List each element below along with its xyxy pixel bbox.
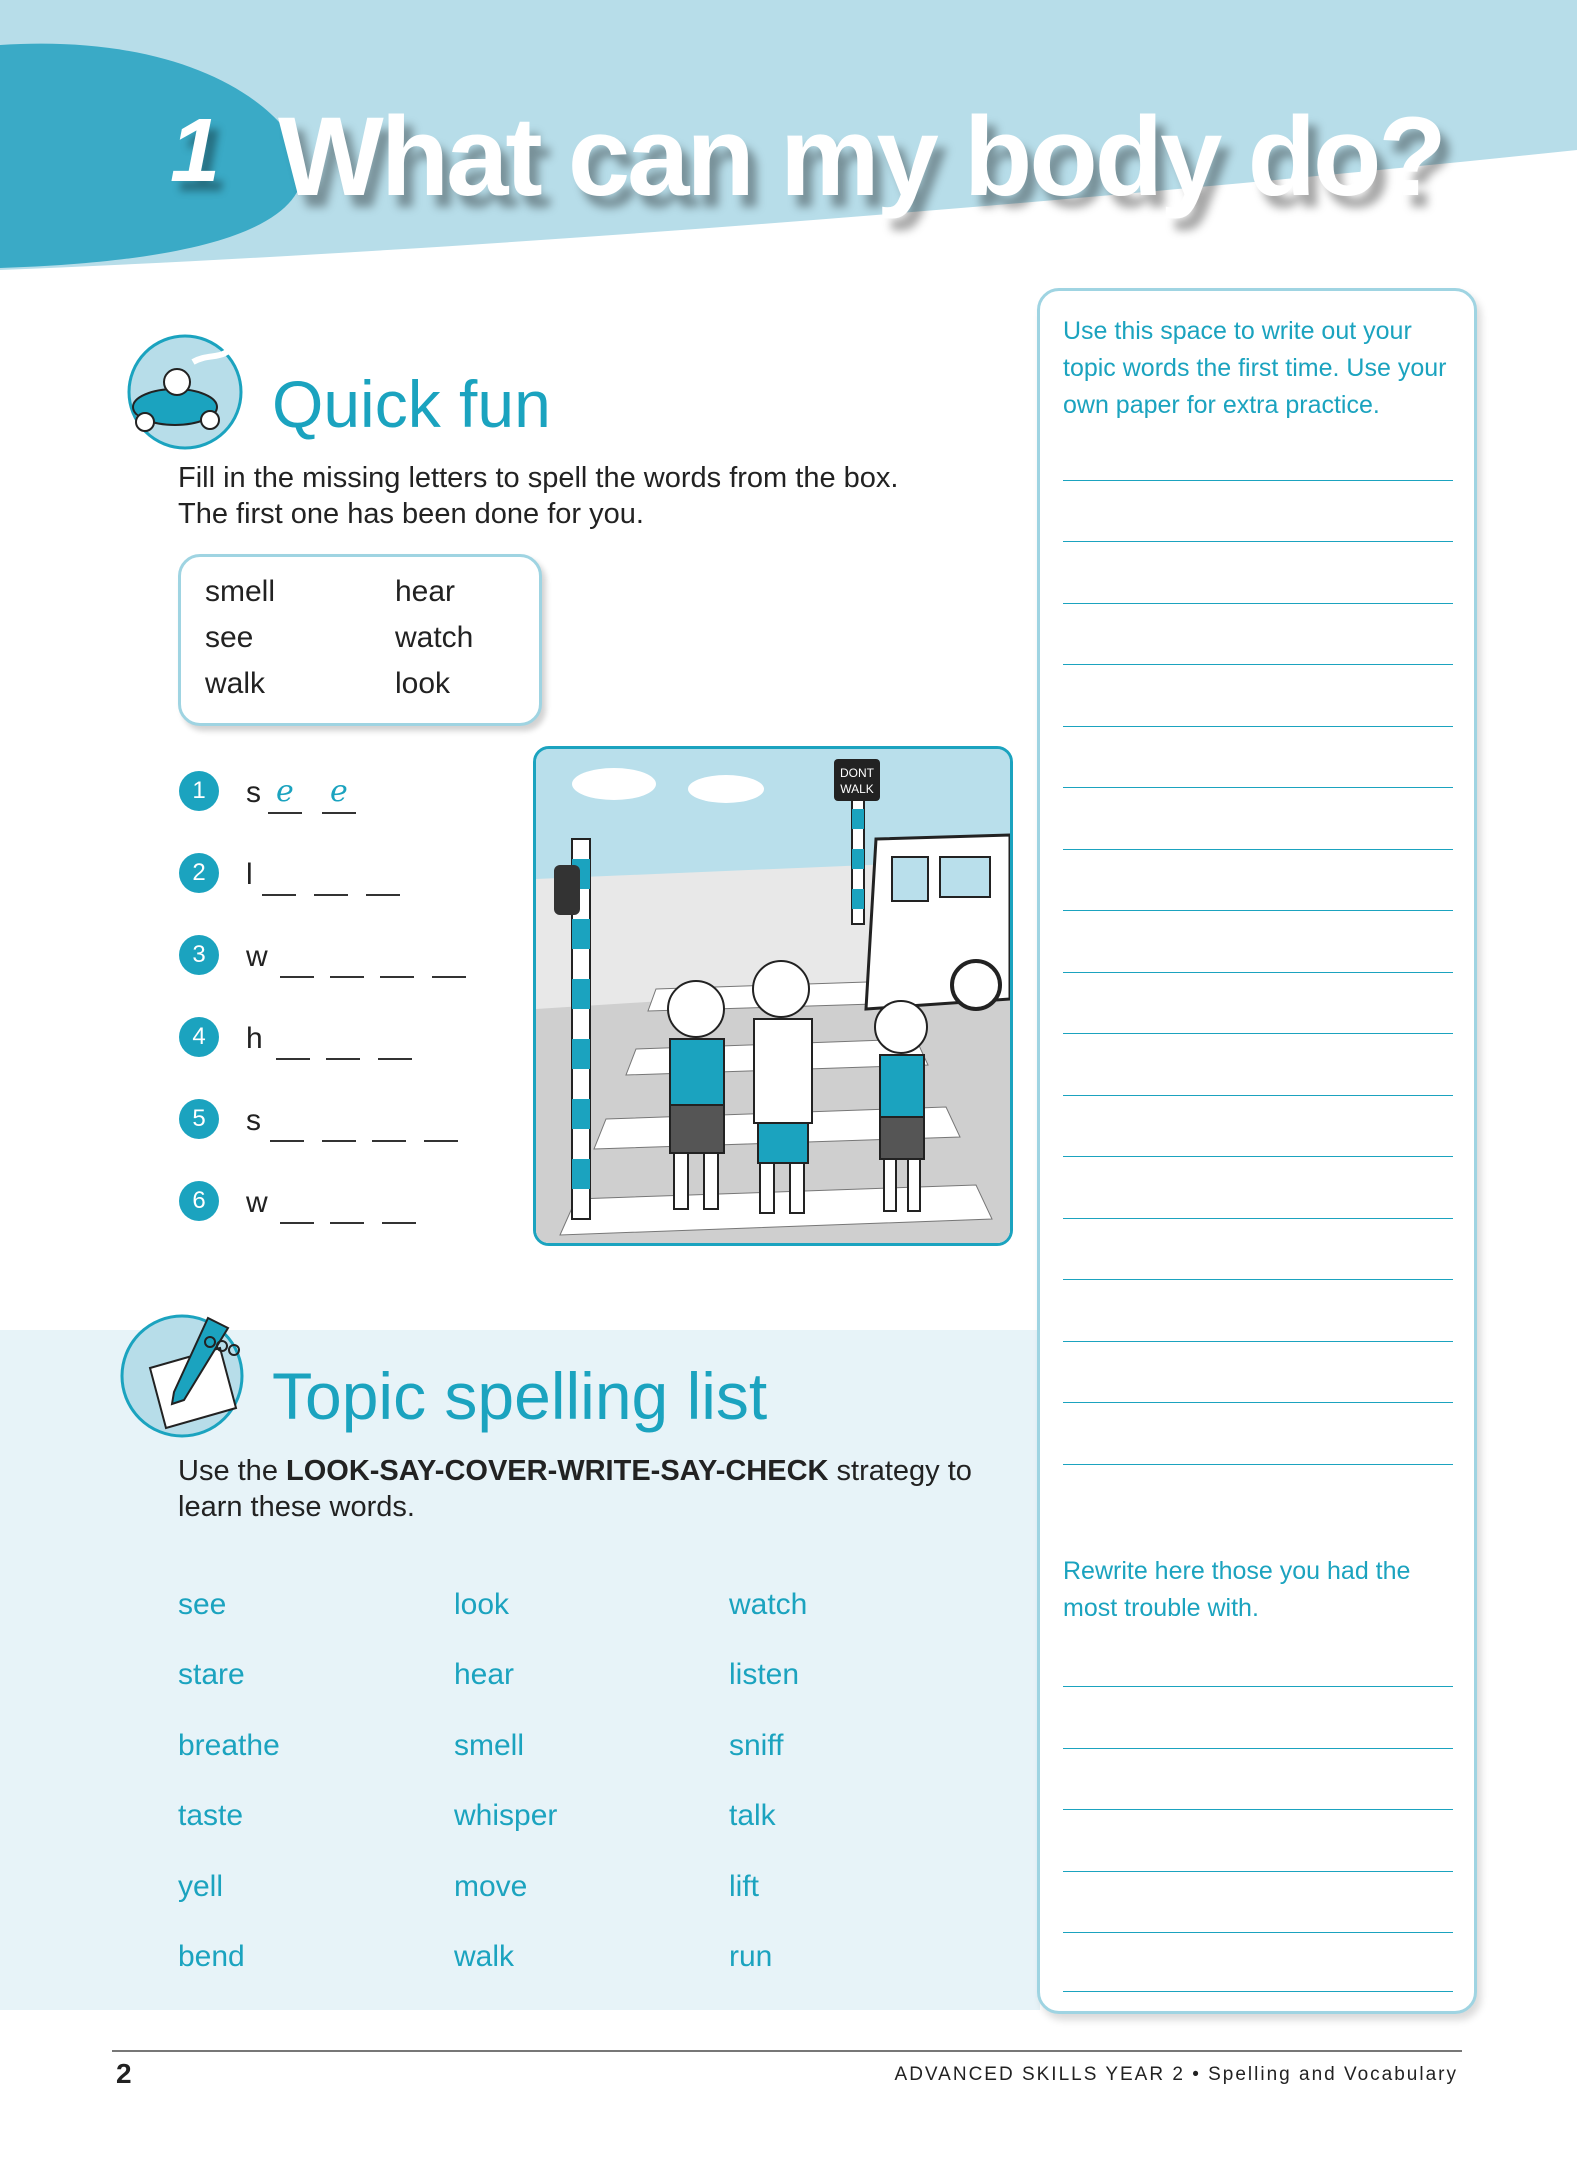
writing-line[interactable] bbox=[1063, 1402, 1453, 1403]
spelling-word: taste bbox=[178, 1799, 244, 1832]
writing-line[interactable] bbox=[1063, 1871, 1453, 1872]
topic-spelling-instruction-line2: learn these words. bbox=[178, 1491, 415, 1523]
writing-line[interactable] bbox=[1063, 1464, 1453, 1465]
writing-line[interactable] bbox=[1063, 910, 1453, 911]
writing-line[interactable] bbox=[1063, 1218, 1453, 1219]
spelling-word: yell bbox=[178, 1870, 224, 1903]
instruction-text: Use the bbox=[178, 1455, 286, 1487]
writing-line[interactable] bbox=[1063, 1809, 1453, 1810]
spelling-word: watch bbox=[729, 1588, 808, 1621]
word-box-item: walk bbox=[205, 667, 266, 700]
spelling-word: hear bbox=[454, 1658, 515, 1691]
exercise-number: 3 bbox=[179, 935, 219, 975]
quick-fun-instruction-line1: Fill in the missing letters to spell the words from the box. bbox=[178, 462, 899, 494]
writing-line[interactable] bbox=[1063, 849, 1453, 850]
word-box bbox=[178, 554, 542, 726]
answer-blank[interactable] bbox=[280, 1192, 314, 1224]
word-box-item: smell bbox=[205, 575, 276, 608]
rewrite-intro-line2: most trouble with. bbox=[1063, 1594, 1259, 1622]
footer-book-title: ADVANCED SKILLS YEAR 2 • Spelling and Vocabulary bbox=[894, 2064, 1458, 2085]
writing-line[interactable] bbox=[1063, 1033, 1453, 1034]
answer-letter: e bbox=[330, 774, 348, 809]
spelling-word: lift bbox=[729, 1870, 759, 1903]
exercise-number: 5 bbox=[179, 1099, 219, 1139]
writing-line[interactable] bbox=[1063, 603, 1453, 604]
answer-letter: e bbox=[276, 774, 294, 809]
spelling-word: walk bbox=[454, 1940, 515, 1973]
rewrite-intro-line1: Rewrite here those you had the bbox=[1063, 1557, 1411, 1585]
answer-blank[interactable] bbox=[366, 864, 400, 896]
instruction-text: strategy to bbox=[828, 1455, 972, 1487]
spelling-word: talk bbox=[729, 1799, 776, 1832]
exercise-number: 4 bbox=[179, 1017, 219, 1057]
answer-blank[interactable] bbox=[326, 1028, 360, 1060]
word-box-item: look bbox=[395, 667, 451, 700]
spelling-word: stare bbox=[178, 1658, 245, 1691]
spelling-word: move bbox=[454, 1870, 528, 1903]
practice-intro-line3: own paper for extra practice. bbox=[1063, 391, 1380, 419]
page-number: 2 bbox=[116, 2058, 132, 2089]
writing-line[interactable] bbox=[1063, 1156, 1453, 1157]
word-box-item: watch bbox=[395, 621, 474, 654]
answer-blank[interactable] bbox=[380, 946, 414, 978]
writing-line[interactable] bbox=[1063, 1991, 1453, 1992]
answer-blank[interactable] bbox=[280, 946, 314, 978]
notepad-pencil-icon bbox=[110, 1298, 260, 1448]
exercise-start-letter: h bbox=[246, 1022, 263, 1055]
writing-line[interactable] bbox=[1063, 1748, 1453, 1749]
writing-line[interactable] bbox=[1063, 726, 1453, 727]
writing-line[interactable] bbox=[1063, 1932, 1453, 1933]
spelling-word: look bbox=[454, 1588, 510, 1621]
chapter-number: 1 bbox=[170, 101, 221, 201]
answer-blank[interactable] bbox=[432, 946, 466, 978]
practice-intro-line2: topic words the first time. Use your bbox=[1063, 354, 1447, 382]
practice-intro-line1: Use this space to write out your bbox=[1063, 317, 1412, 345]
practice-panel bbox=[1037, 288, 1477, 2014]
sign-line1: DONT bbox=[840, 766, 874, 780]
writing-line[interactable] bbox=[1063, 1279, 1453, 1280]
answer-blank[interactable] bbox=[270, 1110, 304, 1142]
exercise-start-letter: s bbox=[246, 1104, 261, 1137]
answer-blank[interactable] bbox=[276, 1028, 310, 1060]
answer-blank[interactable] bbox=[262, 864, 296, 896]
answer-blank[interactable] bbox=[322, 774, 356, 814]
footer-divider bbox=[112, 2050, 1462, 2052]
writing-line[interactable] bbox=[1063, 664, 1453, 665]
exercise-start-letter: s bbox=[246, 776, 261, 809]
strategy-name: LOOK-SAY-COVER-WRITE-SAY-CHECK bbox=[286, 1455, 829, 1487]
writing-line[interactable] bbox=[1063, 1686, 1453, 1687]
answer-blank[interactable] bbox=[314, 864, 348, 896]
sign-line2: WALK bbox=[840, 782, 874, 796]
writing-line[interactable] bbox=[1063, 972, 1453, 973]
word-box-item: hear bbox=[395, 575, 456, 608]
spelling-word: run bbox=[729, 1940, 773, 1973]
answer-blank[interactable] bbox=[372, 1110, 406, 1142]
writing-line[interactable] bbox=[1063, 787, 1453, 788]
answer-blank[interactable] bbox=[330, 946, 364, 978]
writing-line[interactable] bbox=[1063, 480, 1453, 481]
spelling-word: smell bbox=[454, 1729, 525, 1762]
spelling-word: sniff bbox=[729, 1729, 784, 1762]
spelling-word: breathe bbox=[178, 1729, 280, 1762]
exercise-start-letter: w bbox=[246, 940, 268, 973]
topic-spelling-instruction-line1 bbox=[178, 1453, 972, 1489]
spelling-word: listen bbox=[729, 1658, 800, 1691]
exercise-start-letter: w bbox=[246, 1186, 268, 1219]
topic-spelling-title: Topic spelling list bbox=[272, 1359, 768, 1433]
quick-fun-title: Quick fun bbox=[272, 367, 551, 441]
answer-blank[interactable] bbox=[322, 1110, 356, 1142]
answer-blank[interactable] bbox=[268, 774, 302, 814]
writing-line[interactable] bbox=[1063, 1341, 1453, 1342]
exercise-number: 2 bbox=[179, 853, 219, 893]
answer-blank[interactable] bbox=[382, 1192, 416, 1224]
spelling-word: whisper bbox=[454, 1799, 558, 1832]
word-box-item: see bbox=[205, 621, 254, 654]
exercise-number: 1 bbox=[179, 771, 219, 811]
answer-blank[interactable] bbox=[378, 1028, 412, 1060]
spelling-word: see bbox=[178, 1588, 227, 1621]
exercise-start-letter: l bbox=[246, 858, 253, 891]
racing-car-icon bbox=[115, 322, 255, 462]
answer-blank[interactable] bbox=[424, 1110, 458, 1142]
spelling-word: bend bbox=[178, 1940, 245, 1973]
page-title: What can my body do? bbox=[278, 94, 1444, 219]
quick-fun-instruction-line2: The first one has been done for you. bbox=[178, 498, 644, 530]
writing-line[interactable] bbox=[1063, 541, 1453, 542]
exercise-number: 6 bbox=[179, 1181, 219, 1221]
writing-line[interactable] bbox=[1063, 1095, 1453, 1096]
answer-blank[interactable] bbox=[330, 1192, 364, 1224]
children-at-crossing-illustration bbox=[533, 746, 1013, 1246]
